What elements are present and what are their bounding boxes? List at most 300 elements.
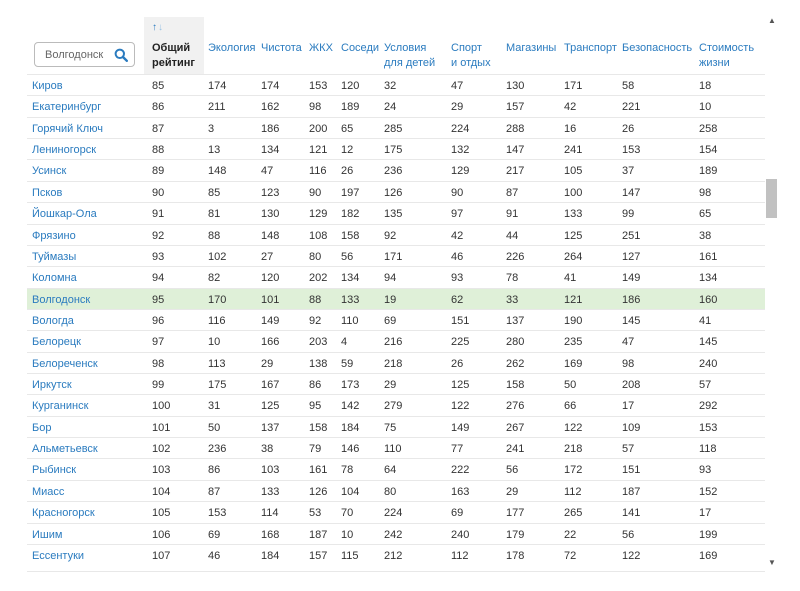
table-cell: 37 [622,165,635,178]
table-cell: 80 [309,250,322,263]
table-row[interactable] [27,330,765,351]
table-cell: 78 [506,272,519,285]
table-cell: 101 [152,421,171,434]
table-cell: 171 [564,80,583,92]
column-header-line1: Транспорт [564,42,617,54]
table-cell: 216 [384,336,403,349]
table-row[interactable] [27,458,765,479]
table-cell: 86 [309,379,322,392]
table-cell: 174 [208,80,227,92]
table-cell: 153 [699,421,718,434]
city-link[interactable]: Альметьевск [32,443,98,456]
table-row[interactable] [27,181,765,202]
table-cell: 10 [341,528,354,541]
column-header-line2: рейтинг [152,57,195,69]
table-cell: 104 [152,485,171,498]
table-cell: 33 [506,293,519,306]
table-cell: 19 [384,293,397,306]
table-row[interactable] [27,523,765,544]
city-link[interactable]: Ишим [32,528,63,541]
table-cell: 10 [208,336,221,349]
table-cell: 16 [564,122,577,135]
table-cell: 53 [309,507,322,520]
table-cell: 186 [261,122,280,135]
table-cell: 182 [341,208,360,221]
table-cell: 153 [309,80,328,92]
table-cell: 94 [384,272,397,285]
table-cell: 280 [506,336,525,349]
table-cell: 29 [451,101,464,114]
table-cell: 149 [261,314,280,327]
table-row[interactable] [27,288,765,309]
table-cell: 62 [451,293,464,306]
table-cell: 85 [208,186,221,199]
table-cell: 235 [564,336,583,349]
table-cell: 121 [309,144,328,157]
column-header-line1: Магазины [506,42,557,54]
table-row[interactable] [27,245,765,266]
table-cell: 103 [152,464,171,477]
table-cell: 241 [564,144,583,157]
table-cell: 38 [699,229,712,242]
table-cell: 138 [309,357,328,370]
table-cell: 149 [451,421,470,434]
table-cell: 264 [564,250,583,263]
table-cell: 129 [451,165,470,178]
city-link[interactable]: Псков [32,186,63,199]
column-header-housing[interactable] [309,41,333,56]
table-cell: 100 [152,400,171,413]
table-cell: 42 [564,101,577,114]
table-cell: 218 [384,357,403,370]
table-cell: 26 [622,122,635,135]
city-link[interactable]: Туймазы [32,250,77,263]
table-cell: 222 [451,464,470,477]
table-cell: 57 [622,443,635,456]
table-cell: 169 [699,549,718,562]
table-cell: 160 [699,293,718,306]
sort-arrows[interactable] [152,22,164,33]
table-cell: 200 [309,122,328,135]
table-cell: 101 [261,293,280,306]
table-row[interactable] [27,352,765,373]
table-cell: 46 [451,250,464,263]
table-cell: 158 [309,421,328,434]
table-cell: 92 [152,229,165,242]
city-link[interactable]: Курганинск [32,400,89,413]
city-link[interactable]: Вологда [32,314,74,327]
table-cell: 38 [261,443,274,456]
table-cell: 29 [384,379,397,392]
search-icon[interactable] [114,48,128,62]
table-cell: 224 [451,122,470,135]
table-cell: 56 [622,528,635,541]
table-cell: 56 [506,464,519,477]
table-cell: 226 [506,250,525,263]
table-cell: 212 [384,549,403,562]
table-cell: 87 [152,122,165,135]
table-row[interactable] [27,95,765,116]
table-cell: 72 [564,549,577,562]
table-cell: 130 [506,80,525,92]
table-cell: 197 [341,186,360,199]
table-cell: 58 [622,80,635,92]
table-cell: 110 [341,314,359,327]
table-cell: 95 [152,293,165,306]
search-input[interactable] [45,47,111,62]
city-link[interactable]: Лениногорск [32,144,97,157]
table-cell: 202 [309,272,328,285]
table-cell: 106 [152,528,171,541]
table-cell: 132 [451,144,470,157]
table-cell: 162 [261,101,280,114]
city-search-box[interactable] [34,42,135,67]
table-cell: 86 [152,101,165,114]
table-cell: 17 [622,400,635,413]
scroll-up-arrow-icon[interactable]: ▲ [768,16,776,25]
table-cell: 98 [622,357,635,370]
table-cell: 241 [506,443,525,456]
table-cell: 189 [699,165,718,178]
table-cell: 110 [384,443,402,456]
table-cell: 97 [451,208,464,221]
table-cell: 149 [622,272,641,285]
table-cell: 169 [564,357,583,370]
table-row[interactable] [27,544,765,565]
table-cell: 184 [261,549,280,562]
table-cell: 31 [208,400,221,413]
column-header-line1: Условия [384,42,427,54]
table-cell: 98 [309,101,322,114]
table-cell: 154 [699,144,718,157]
table-cell: 170 [208,293,227,306]
table-cell: 87 [506,186,519,199]
table-cell: 134 [699,272,718,285]
table-cell: 151 [622,464,641,477]
table-cell: 240 [451,528,470,541]
table-cell: 46 [208,549,221,562]
city-link[interactable]: Ессентуки [32,549,85,562]
column-header-line1: Стоимость [699,42,755,54]
city-link[interactable]: Усинск [32,165,67,178]
table-cell: 158 [506,379,525,392]
table-cell: 32 [384,80,397,92]
table-header [27,13,765,74]
column-header-line1: Спорт [451,42,482,54]
table-cell: 56 [341,250,354,263]
table-cell: 142 [341,400,360,413]
city-link[interactable]: Волгодонск [32,293,91,306]
column-header-line1: Общий [152,42,191,54]
table-cell: 90 [451,186,464,199]
table-cell: 152 [699,485,718,498]
column-header-line1: Безопасность [622,42,693,54]
table-cell: 77 [451,443,464,456]
table-cell: 80 [384,485,397,498]
city-link[interactable]: Йошкар-Ола [32,208,97,221]
column-header-line2: жизни [699,57,730,69]
table-cell: 153 [208,507,227,520]
table-cell: 127 [622,250,641,263]
table-cell: 26 [451,357,464,370]
column-header-safety[interactable] [622,41,692,56]
city-link[interactable]: Миасс [32,485,65,498]
table-cell: 27 [261,250,274,263]
table-cell: 211 [208,101,226,114]
column-header-transport[interactable] [564,41,617,56]
column-header-sport[interactable] [451,41,491,71]
table-cell: 99 [622,208,635,221]
table-row[interactable] [27,159,765,180]
table-cell: 29 [261,357,274,370]
table-cell: 102 [208,250,227,263]
column-header-neighbors[interactable] [341,41,379,56]
table-row[interactable] [27,224,765,245]
table-row[interactable] [27,416,765,437]
table-cell: 44 [506,229,519,242]
table-cell: 134 [261,144,280,157]
table-cell: 41 [699,314,712,327]
table-cell: 90 [309,186,322,199]
table-cell: 114 [261,507,279,520]
city-link[interactable]: Белорецк [32,336,81,349]
city-link[interactable]: Белореченск [32,357,98,370]
table-cell: 133 [341,293,360,306]
column-header-cost-of-living[interactable] [699,41,754,71]
table-cell: 18 [699,80,712,92]
table-cell: 203 [309,336,328,349]
column-header-cleanliness[interactable] [261,41,302,56]
table-cell: 98 [152,357,165,370]
table-cell: 145 [699,336,718,349]
table-cell: 126 [384,186,403,199]
table-cell: 122 [622,549,641,562]
city-link[interactable]: Красногорск [32,507,95,520]
city-link[interactable]: Иркутск [32,379,72,392]
table-row[interactable] [27,74,765,95]
table-row[interactable] [27,480,765,501]
table-cell: 199 [699,528,718,541]
table-row[interactable] [27,309,765,330]
table-cell: 163 [451,485,470,498]
table-cell: 122 [564,421,583,434]
table-cell: 17 [699,507,712,520]
table-row[interactable] [27,202,765,223]
table-cell: 86 [208,464,221,477]
city-link[interactable]: Рыбинск [32,464,77,477]
table-cell: 236 [208,443,227,456]
table-cell: 69 [451,507,464,520]
table-cell: 98 [699,186,712,199]
table-cell: 148 [261,229,280,242]
table-cell: 4 [341,336,348,349]
table-row[interactable] [27,373,765,394]
table-cell: 113 [208,357,226,370]
city-link[interactable]: Бор [32,421,52,434]
table-cell: 167 [261,379,280,392]
table-cell: 105 [564,165,583,178]
table-cell: 276 [506,400,525,413]
sort-desc-icon[interactable]: ↓ [158,22,164,33]
table-cell: 57 [699,379,712,392]
table-cell: 47 [261,165,274,178]
table-cell: 87 [208,485,221,498]
table-cell: 94 [152,272,165,285]
table-cell: 82 [208,272,221,285]
table-cell: 171 [384,250,403,263]
table-bottom-border [27,571,765,572]
table-cell: 161 [699,250,718,263]
table-cell: 93 [152,250,165,263]
table-cell: 64 [384,464,397,477]
column-header-line1: Чистота [261,42,302,54]
city-link[interactable]: Киров [32,80,63,92]
table-cell: 184 [341,421,360,434]
table-cell: 174 [261,80,280,92]
scrollbar[interactable] [765,13,779,571]
city-link[interactable]: Фрязино [32,229,76,242]
table-cell: 65 [699,208,712,221]
table-cell: 3 [208,122,215,135]
table-row[interactable] [27,501,765,522]
table-cell: 251 [622,229,641,242]
table-cell: 50 [208,421,221,434]
table-cell: 93 [451,272,464,285]
table-cell: 148 [208,165,227,178]
table-cell: 75 [384,421,397,434]
column-header-children[interactable] [384,41,435,71]
city-link[interactable]: Коломна [32,272,77,285]
table-cell: 29 [506,485,519,498]
table-cell: 97 [152,336,165,349]
table-cell: 125 [261,400,280,413]
table-cell: 134 [341,272,360,285]
table-cell: 208 [622,379,641,392]
table-cell: 24 [384,101,397,114]
table-cell: 105 [152,507,171,520]
table-cell: 157 [506,101,525,114]
table-cell: 137 [506,314,525,327]
table-cell: 88 [309,293,322,306]
table-cell: 177 [506,507,525,520]
table-cell: 120 [261,272,280,285]
table-cell: 70 [341,507,354,520]
table-cell: 79 [309,443,322,456]
sort-asc-icon[interactable]: ↑ [152,22,158,33]
table-cell: 120 [341,80,360,92]
table-row[interactable] [27,138,765,159]
table-cell: 133 [564,208,583,221]
table-cell: 179 [506,528,525,541]
city-link[interactable]: Горячий Ключ [32,122,103,135]
table-cell: 92 [309,314,322,327]
table-cell: 157 [309,549,328,562]
table-cell: 99 [152,379,165,392]
column-header-line1: Экология [208,42,256,54]
scroll-thumb[interactable] [766,179,777,218]
table-cell: 103 [261,464,280,477]
table-cell: 116 [309,165,327,178]
table-cell: 288 [506,122,525,135]
table-cell: 91 [152,208,165,221]
table-cell: 69 [208,528,221,541]
table-row[interactable] [27,394,765,415]
table-cell: 173 [341,379,360,392]
column-header-shops[interactable] [506,41,556,56]
table-cell: 107 [152,549,171,562]
table-cell: 224 [384,507,403,520]
table-cell: 47 [622,336,635,349]
table-cell: 125 [451,379,470,392]
column-header-ecology[interactable] [208,41,256,56]
table-cell: 116 [208,314,226,327]
table-cell: 262 [506,357,525,370]
scroll-down-arrow-icon[interactable]: ▼ [768,558,776,567]
table-cell: 292 [699,400,718,413]
table-cell: 242 [384,528,403,541]
table-cell: 88 [152,144,165,157]
table-cell: 265 [564,507,583,520]
table-cell: 166 [261,336,280,349]
table-cell: 186 [622,293,641,306]
column-header-line2: для детей [384,57,436,69]
table-cell: 104 [341,485,360,498]
table-cell: 133 [261,485,280,498]
table-cell: 225 [451,336,470,349]
table-cell: 151 [451,314,470,327]
table-cell: 129 [309,208,328,221]
table-cell: 59 [341,357,354,370]
table-cell: 218 [564,443,583,456]
table-cell: 89 [152,165,165,178]
table-cell: 13 [208,144,221,157]
table-row[interactable] [27,266,765,287]
table-cell: 115 [341,549,359,562]
table-cell: 236 [384,165,403,178]
table-row[interactable] [27,117,765,138]
table-cell: 147 [622,186,641,199]
table-cell: 168 [261,528,280,541]
table-cell: 47 [451,80,464,92]
table-cell: 175 [208,379,227,392]
table-cell: 187 [622,485,641,498]
table-cell: 172 [564,464,583,477]
table-cell: 50 [564,379,577,392]
table-cell: 109 [622,421,641,434]
table-row[interactable] [27,437,765,458]
table-cell: 145 [622,314,641,327]
table-cell: 90 [152,186,165,199]
table-cell: 141 [622,507,641,520]
table-cell: 187 [309,528,328,541]
column-header-line1: Соседи [341,42,380,54]
table-cell: 137 [261,421,280,434]
table-cell: 285 [384,122,403,135]
table-cell: 26 [341,165,354,178]
table-cell: 135 [384,208,403,221]
table-cell: 112 [564,485,582,498]
column-header-overall[interactable] [152,41,195,71]
table-body [27,74,765,565]
table-cell: 12 [341,144,354,157]
table-cell: 217 [506,165,525,178]
table-cell: 121 [564,293,583,306]
table-cell: 108 [309,229,328,242]
table-cell: 123 [261,186,280,199]
table-cell: 81 [208,208,221,221]
city-link[interactable]: Екатеринбург [32,101,102,114]
table-cell: 22 [564,528,577,541]
